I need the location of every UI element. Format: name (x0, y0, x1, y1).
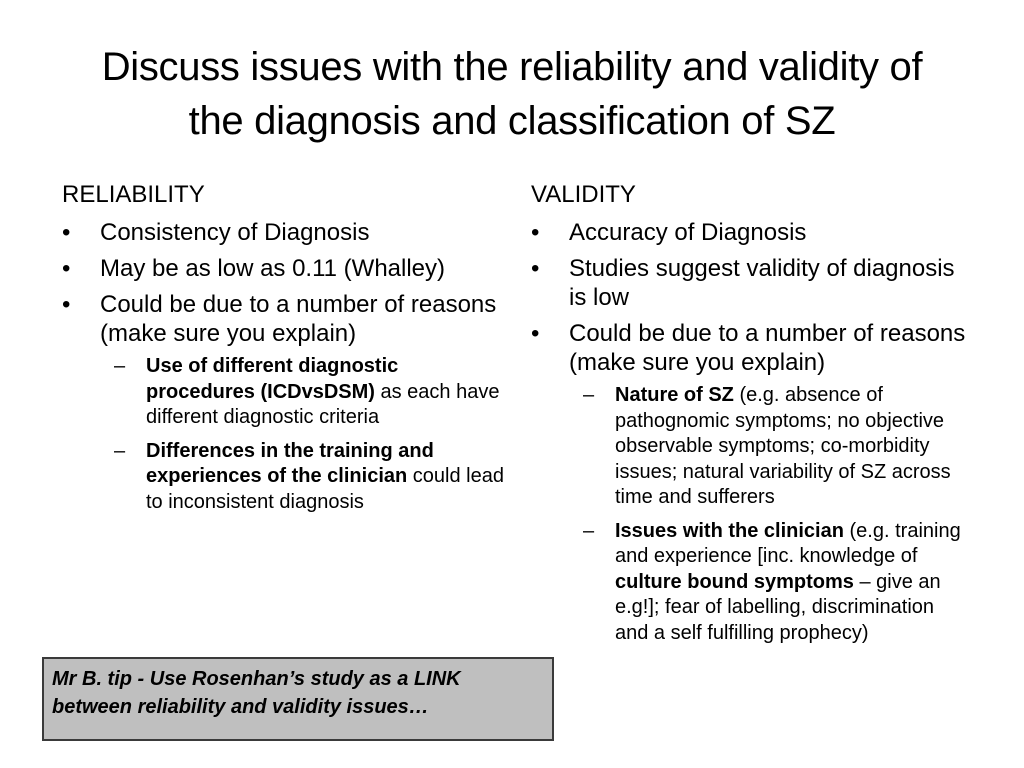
reliability-sublist (100, 354, 512, 515)
tip-box (42, 657, 554, 741)
bullet-icon: • (531, 320, 540, 347)
title-line-1: Discuss issues with the reliability and validity of (101, 45, 923, 89)
bullet-icon: • (531, 255, 540, 282)
title-line-2: the diagnosis and classification of SZ (188, 99, 836, 143)
sub-list-item (569, 383, 971, 511)
list-item-text: Could be due to a number of reasons (make sure you explain) (100, 291, 497, 347)
bullet-icon: • (62, 291, 71, 318)
sub-item-bold: Use of different diagnostic procedures (ICDvsDSM) (146, 355, 399, 403)
sub-item-text: (e.g. absence of pathognomic symptoms; no objective observable symptoms; co-morbidity issues; natural variability of SZ across time and sufferers (615, 384, 951, 508)
dash-icon: – (583, 384, 595, 406)
list-item (62, 218, 512, 247)
bullet-icon: • (531, 219, 540, 246)
sub-item-bold: Nature of SZ (615, 384, 734, 406)
list-item (62, 254, 512, 283)
validity-list (531, 218, 971, 646)
sub-list-item (100, 439, 512, 516)
list-item (531, 254, 971, 312)
sub-item-bold: culture bound symptoms (615, 570, 854, 593)
sub-item-bold: Differences in the training and experiences of the clinician (146, 439, 434, 487)
tip-text: Mr B. tip - Use Rosenhan’s study as a LINK between reliability and validity issues… (52, 668, 461, 718)
sub-item-text: as each have different diagnostic criteria (146, 380, 500, 428)
list-item-text: Consistency of Diagnosis (100, 219, 370, 246)
reliability-column (62, 180, 512, 523)
validity-heading: VALIDITY (531, 181, 636, 208)
validity-sublist (569, 383, 971, 646)
reliability-heading: RELIABILITY (62, 181, 205, 208)
sub-item-bold: Issues with the clinician (615, 519, 844, 542)
bullet-icon: • (62, 255, 71, 282)
list-item-text: Studies suggest validity of diagnosis is low (569, 255, 955, 311)
sub-list-item (569, 519, 971, 647)
dash-icon: – (583, 519, 595, 542)
list-item (531, 218, 971, 247)
list-item-text: Accuracy of Diagnosis (569, 219, 807, 246)
dash-icon: – (114, 355, 126, 377)
list-item-text: May be as low as 0.11 (Whalley) (100, 255, 446, 282)
dash-icon: – (114, 439, 126, 462)
list-item (531, 319, 971, 646)
sub-item-text: (e.g. training and experience [inc. knowledge of (615, 519, 961, 567)
sub-item-text: – give an e.g!]; fear of labelling, discrimination and a self fulfilling prophecy) (615, 570, 941, 644)
list-item-text: Could be due to a number of reasons (make sure you explain) (569, 320, 966, 376)
validity-column (531, 180, 971, 654)
slide-title (40, 40, 984, 148)
list-item (62, 290, 512, 515)
sub-item-text: could lead to inconsistent diagnosis (146, 465, 504, 513)
sub-list-item (100, 354, 512, 431)
bullet-icon: • (62, 219, 71, 246)
reliability-list (62, 218, 512, 515)
